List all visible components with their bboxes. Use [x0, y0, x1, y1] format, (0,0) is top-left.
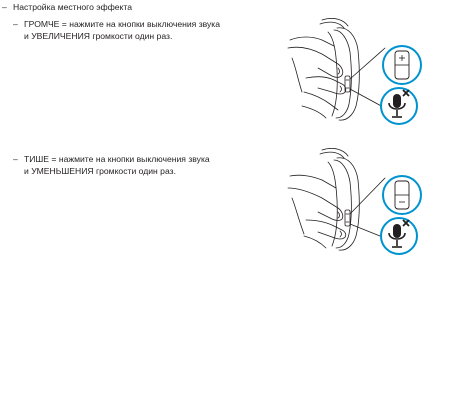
volume-rocker-icon: [383, 46, 421, 84]
headset-volume-down-illustration: [282, 148, 447, 258]
headset-volume-up-illustration: [282, 18, 447, 128]
section-title: Настройка местного эффекта: [13, 2, 133, 12]
louder-instruction-line2: и УВЕЛИЧЕНИЯ громкости один раз.: [24, 31, 173, 41]
louder-instruction-line1: ГРОМЧЕ = нажмите на кнопки выключения звука: [24, 19, 221, 29]
quieter-instruction-line2: и УМЕНЬШЕНИЯ громкости один раз.: [24, 166, 176, 176]
section-bullet: –: [2, 2, 7, 12]
mute-microphone-icon: [381, 218, 417, 254]
volume-rocker-icon: [383, 176, 421, 214]
quieter-instruction-line1: ТИШЕ = нажмите на кнопки выключения звука: [24, 154, 210, 164]
item-bullet-louder: –: [13, 19, 18, 29]
item-bullet-quieter: –: [13, 154, 18, 164]
mute-microphone-icon: [381, 88, 417, 124]
